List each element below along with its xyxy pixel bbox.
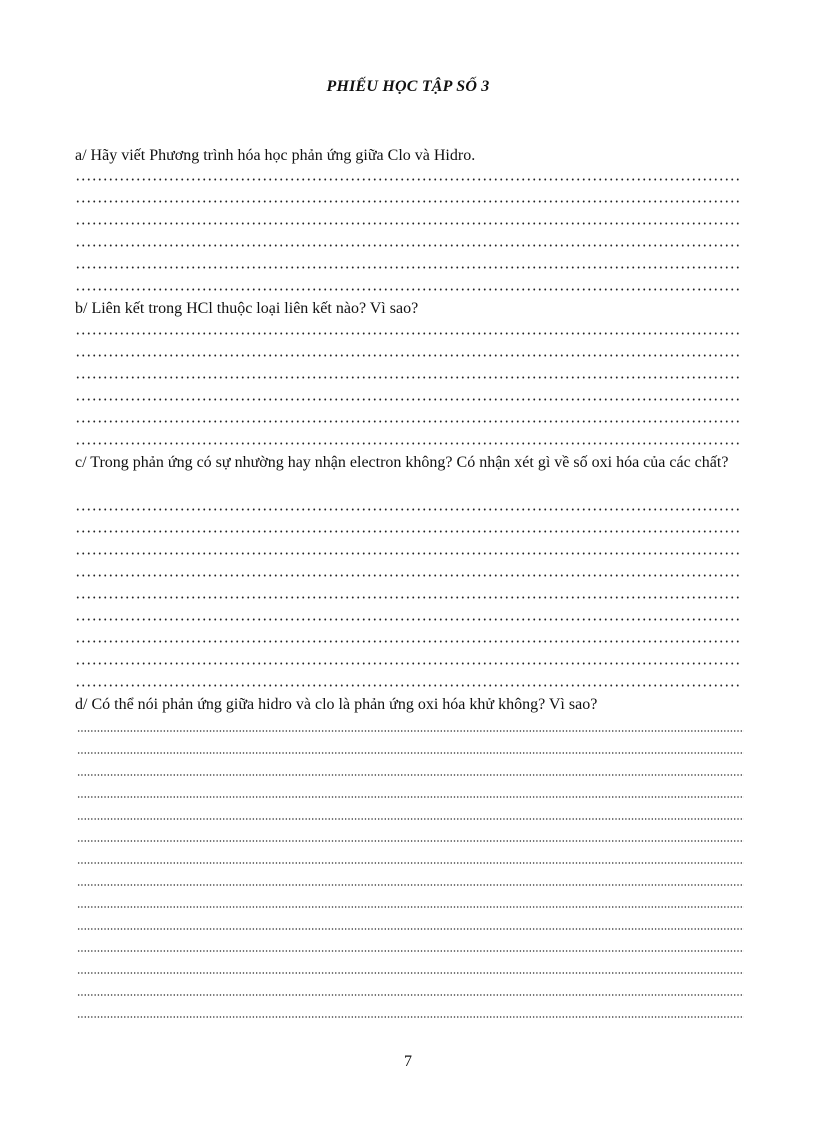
answer-line-c-3 xyxy=(75,552,739,555)
answer-line-c-8 xyxy=(75,662,739,665)
answer-line-c-9 xyxy=(75,684,739,687)
answer-line-c-5 xyxy=(75,596,739,599)
answer-line-d-12 xyxy=(77,972,744,974)
answer-line-a-6 xyxy=(75,288,739,291)
question-b: b/ Liên kết trong HCl thuộc loại liên kết nào? Vì sao? xyxy=(75,300,419,317)
answer-line-a-5 xyxy=(75,266,739,269)
answer-line-b-4 xyxy=(75,398,739,401)
answer-line-c-4 xyxy=(75,574,739,577)
answer-line-b-6 xyxy=(75,442,739,445)
answer-line-c-6 xyxy=(75,618,739,621)
answer-line-d-5 xyxy=(77,818,744,820)
question-d: d/ Có thể nói phản ứng giữa hidro và clo là phản ứng oxi hóa khử không? Vì sao? xyxy=(75,696,598,713)
answer-line-c-2 xyxy=(75,530,739,533)
answer-line-a-1 xyxy=(75,178,739,181)
answer-line-d-7 xyxy=(77,862,744,864)
answer-line-b-1 xyxy=(75,332,739,335)
answer-line-d-6 xyxy=(77,840,744,842)
answer-line-a-2 xyxy=(75,200,739,203)
answer-line-b-5 xyxy=(75,420,739,423)
answer-line-c-1 xyxy=(75,508,739,511)
answer-line-d-9 xyxy=(77,906,744,908)
answer-line-b-3 xyxy=(75,376,739,379)
answer-line-c-7 xyxy=(75,640,739,643)
answer-line-a-3 xyxy=(75,222,739,225)
answer-line-d-3 xyxy=(77,774,744,776)
page-number: 7 xyxy=(404,1053,412,1070)
question-a: a/ Hãy viết Phương trình hóa học phản ứng giữa Clo và Hidro. xyxy=(75,147,476,164)
answer-line-d-10 xyxy=(77,928,744,930)
answer-line-d-2 xyxy=(77,752,744,754)
answer-line-d-8 xyxy=(77,884,744,886)
answer-line-d-4 xyxy=(77,796,744,798)
answer-line-d-11 xyxy=(77,950,744,952)
worksheet-title: PHIẾU HỌC TẬP SỐ 3 xyxy=(326,78,490,95)
answer-line-a-4 xyxy=(75,244,739,247)
answer-line-d-13 xyxy=(77,994,744,996)
answer-line-d-14 xyxy=(77,1016,744,1018)
answer-line-b-2 xyxy=(75,354,739,357)
answer-line-d-1 xyxy=(77,730,744,732)
question-c: c/ Trong phản ứng có sự nhường hay nhận electron không? Có nhận xét gì về số oxi hóa của các chất? xyxy=(75,454,729,471)
